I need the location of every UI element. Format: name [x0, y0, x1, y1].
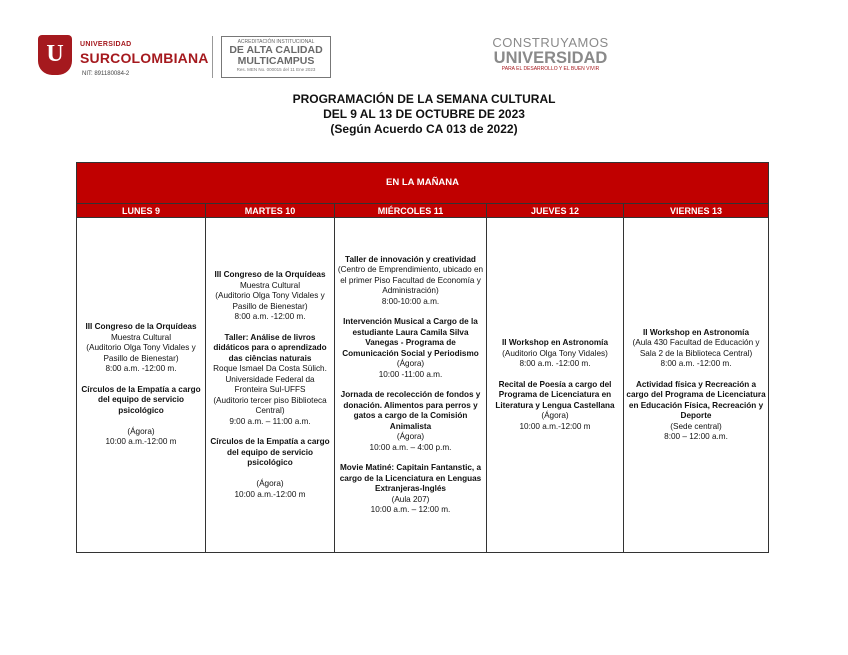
title-line3: (Según Acuerdo CA 013 de 2022) [330, 122, 518, 136]
event-location: (Ágora) [127, 426, 155, 436]
event-title: Taller: Análise de livros didáticos para o aprendizado das ciências naturais [213, 332, 327, 363]
event-location: (Ágora) [396, 359, 425, 368]
event-time: 10:00 a.m.-12:00 m [519, 421, 591, 431]
event-item [489, 380, 621, 433]
event-item [489, 338, 621, 370]
event-location: (Sede central) [670, 421, 722, 431]
title-line1: PROGRAMACIÓN DE LA SEMANA CULTURAL [292, 92, 556, 106]
logo-university-name: SURCOLOMBIANA [80, 50, 209, 66]
day-header-thursday: JUEVES 12 [487, 204, 624, 218]
event-location: (Aula 430 Facultad de Educación y Sala 2 de la Biblioteca Central) [632, 338, 760, 358]
page-header [0, 0, 848, 80]
event-time: 8:00 a.m. -12:00 m. [660, 359, 732, 368]
event-title: III Congreso de la Orquídeas [85, 322, 197, 332]
event-detail [208, 469, 332, 480]
event-item [208, 270, 332, 323]
event-title: Taller de innovación y creatividad [345, 254, 476, 264]
usco-shield-icon: U [38, 35, 72, 75]
event-title: Movie Matiné: Capitain Fantanstic, a cargo de la Licenciatura en Lenguas Extranjeras-Inglés [339, 463, 482, 493]
event-location: (Centro de Emprendimiento, ubicado en el primer Piso Facultad de Economía y Administración) [337, 265, 484, 295]
event-time: 8:00 a.m. -12:00 m. [105, 364, 177, 374]
event-location: (Auditorio Olga Tony Vidales) [502, 348, 608, 358]
event-title: III Congreso de la Orquídeas [214, 270, 326, 279]
event-time: 10:00 -11:00 a.m. [378, 369, 443, 379]
day-header-wednesday: MIÉRCOLES 11 [335, 204, 487, 218]
schedule-cell-friday [624, 218, 769, 553]
day-header-monday: LUNES 9 [77, 204, 206, 218]
event-time: 8:00 a.m. -12:00 m. [234, 312, 306, 321]
event-item [337, 255, 484, 308]
day-header-friday: VIERNES 13 [624, 204, 769, 218]
day-header-tuesday: MARTES 10 [206, 204, 335, 218]
event-time: 8:00 a.m. -12:00 m. [519, 359, 591, 368]
schedule-cell-wednesday [335, 218, 487, 553]
accreditation-badge [221, 36, 331, 78]
event-title: II Workshop en Astronomía [502, 338, 608, 347]
event-item [337, 463, 484, 516]
event-title: II Workshop en Astronomía [643, 327, 750, 337]
event-title: Círculos de la Empatía a cargo del equipo de servicio psicológico [81, 384, 201, 415]
event-detail: Roque Ismael Da Costa Sülich. Universidade Federal da Fronteira Sul-UFFS [213, 364, 327, 394]
event-item [626, 328, 766, 370]
event-item [208, 437, 332, 500]
schedule-cell-thursday [487, 218, 624, 553]
event-detail [79, 416, 203, 427]
accreditation-line2: MULTICAMPUS [237, 55, 315, 67]
nit-number: NIT: 891180084-2 [82, 71, 130, 77]
schedule-table [76, 162, 769, 553]
event-time: 10:00 a.m.-12:00 m [234, 489, 306, 499]
event-time: 10:00 a.m. – 4:00 p.m. [369, 442, 452, 452]
event-item [337, 390, 484, 453]
event-time: 10:00 a.m.-12:00 m [105, 437, 177, 447]
event-location: (Auditorio tercer piso Biblioteca Central) [213, 395, 327, 415]
event-detail: Muestra Cultural [110, 332, 172, 342]
event-location: (Auditorio Olga Tony Vidales y Pasillo de Bienestar) [86, 343, 196, 363]
event-location: (Ágora) [396, 432, 425, 441]
event-location: (Auditorio Olga Tony Vidales y Pasillo de Bienestar) [215, 291, 325, 311]
event-title: Círculos de la Empatía a cargo del equipo de servicio psicológico [210, 437, 330, 467]
event-time: 9:00 a.m. – 11:00 a.m. [229, 416, 311, 426]
event-title: Actividad física y Recreación a cargo del Programa de Licenciatura en Educación Física, Recreación y Deporte [626, 379, 766, 420]
title-line2: DEL 9 AL 13 DE OCTUBRE DE 2023 [323, 107, 525, 121]
event-item [626, 380, 766, 443]
event-title: Jornada de recolección de fondos y donación. Alimentos para perros y gatos a cargo de la Comisión Animalista [340, 390, 481, 431]
accreditation-top-text: ACREDITACIÓN INSTITUCIONAL [237, 39, 315, 45]
schedule-cell-tuesday [206, 218, 335, 553]
slogan-line2: UNIVERSIDAD [493, 49, 608, 67]
accreditation-resolution: Res. MEN No. 000015 del 11 Ene 2023 [236, 67, 316, 72]
logo-university-word: UNIVERSIDAD [80, 41, 132, 48]
event-time: 8:00 – 12:00 a.m. [664, 432, 728, 441]
event-item [337, 317, 484, 380]
event-item [79, 322, 203, 375]
event-time: 8:00-10:00 a.m. [381, 296, 440, 306]
event-location: (Ágora) [541, 411, 569, 420]
morning-banner: EN LA MAÑANA [77, 163, 769, 204]
accreditation-line1: DE ALTA CALIDAD [229, 44, 323, 56]
event-detail: Muestra Cultural [239, 280, 301, 290]
event-item [208, 333, 332, 428]
schedule-cell-monday [77, 218, 206, 553]
slogan-line3: PARA EL DESARROLLO Y EL BUEN VIVIR [501, 66, 600, 72]
slogan-line1: CONSTRUYAMOS [492, 35, 609, 50]
usco-logo [38, 35, 208, 85]
event-location: (Ágora) [256, 479, 284, 488]
header-divider [212, 36, 213, 78]
event-title: Recital de Poesía a cargo del Programa de Licenciatura en Literatura y Lengua Castellana [495, 379, 615, 410]
event-time: 10:00 a.m. – 12:00 m. [370, 505, 451, 514]
event-item [79, 385, 203, 448]
event-title: Intervención Musical a Cargo de la estudiante Laura Camila Silva Vanegas - Programa de Comunicación Social y Periodismo [342, 317, 479, 358]
construyamos-logo [488, 35, 613, 75]
event-location: (Aula 207) [391, 494, 430, 504]
